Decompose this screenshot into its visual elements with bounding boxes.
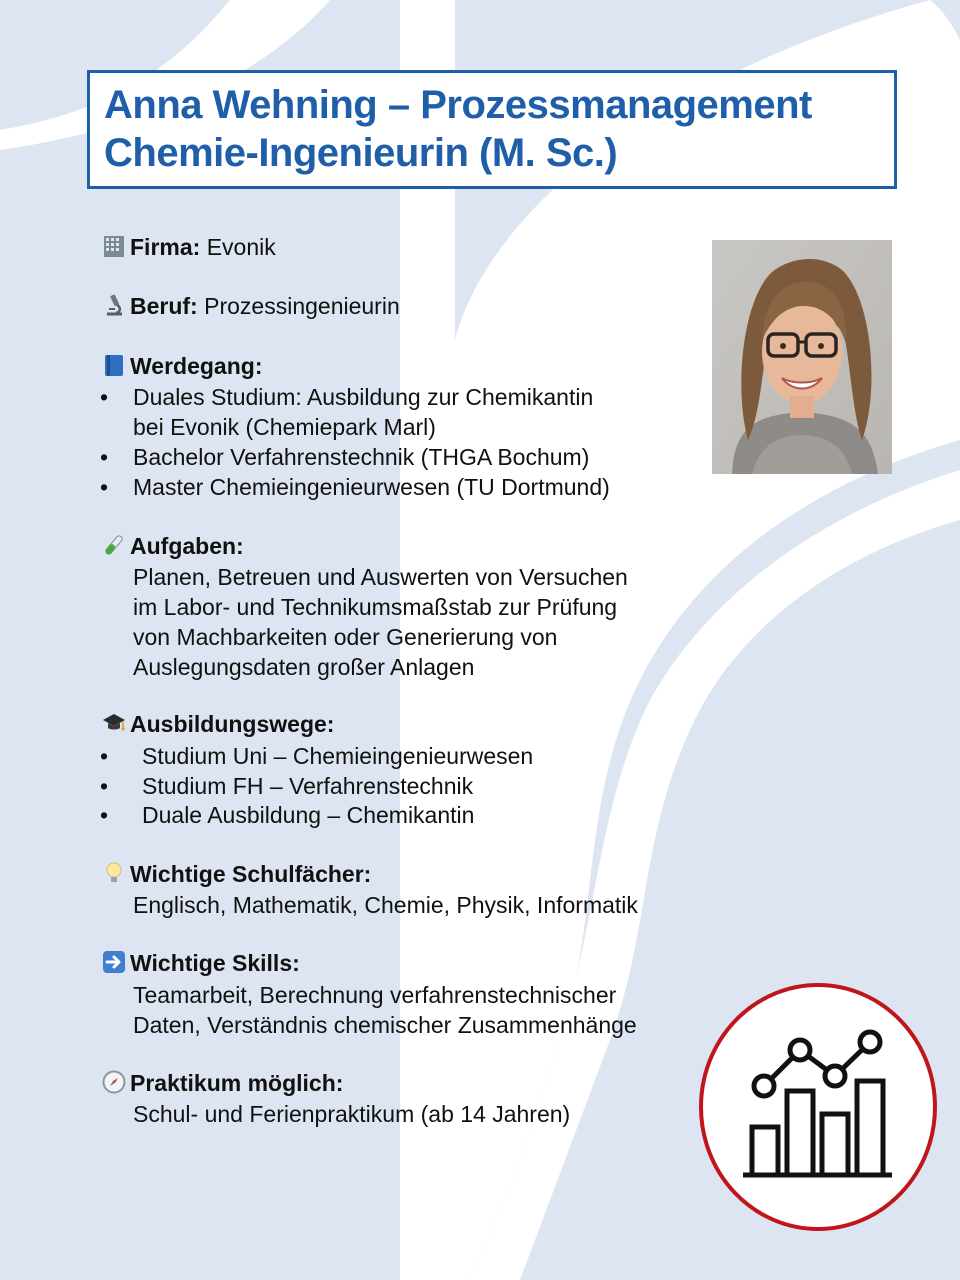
light-bulb-icon xyxy=(102,861,126,885)
ausbildungswege-label: Ausbildungswege: xyxy=(130,711,335,737)
beruf-row xyxy=(102,291,400,321)
beruf-value: Prozessingenieurin xyxy=(204,293,400,319)
werdegang-item-3: Master Chemieingenieurwesen (TU Dortmund) xyxy=(133,474,610,500)
bullet-marker: • xyxy=(100,743,109,769)
ausbildungsweg-item-1: Studium Uni – Chemieingenieurwesen xyxy=(142,743,534,769)
page-title-profession: Chemie-Ingenieurin (M. Sc.) xyxy=(104,131,618,175)
praktikum-label: Praktikum möglich: xyxy=(130,1070,344,1096)
ausbildungsweg-item-2: Studium FH – Verfahrenstechnik xyxy=(142,773,474,799)
title-box xyxy=(87,70,897,189)
compass-icon xyxy=(102,1070,126,1094)
page-title-name: Anna Wehning – Prozessmanagement xyxy=(104,83,812,127)
werdegang-item-2: Bachelor Verfahrenstechnik (THGA Bochum) xyxy=(133,444,590,470)
bullet-marker: • xyxy=(100,773,109,799)
skills-label: Wichtige Skills: xyxy=(130,950,300,976)
werdegang-item-1-line-1: Duales Studium: Ausbildung zur Chemikantin xyxy=(133,384,594,410)
test-tube-icon xyxy=(102,533,126,557)
bullet-marker: • xyxy=(100,444,109,470)
skills-line-2: Daten, Verständnis chemischer Zusammenhänge xyxy=(133,1012,637,1038)
aufgaben-line-1: Planen, Betreuen und Auswerten von Versuchen xyxy=(133,564,628,590)
bullet-marker: • xyxy=(100,474,109,500)
bullet-marker: • xyxy=(100,384,109,410)
bar-line-chart-icon xyxy=(698,982,938,1232)
arrow-right-icon xyxy=(102,950,126,974)
schulfaecher-heading xyxy=(102,859,371,889)
firma-label: Firma: xyxy=(130,234,201,260)
bullet-marker: • xyxy=(100,802,109,828)
werdegang-label: Werdegang: xyxy=(130,353,263,379)
office-building-icon xyxy=(102,234,126,258)
werdegang-heading xyxy=(102,351,262,381)
book-icon xyxy=(102,353,126,377)
portrait-photo xyxy=(712,240,892,474)
ausbildungswege-heading xyxy=(102,709,334,739)
firma-value: Evonik xyxy=(206,234,276,260)
firma-row xyxy=(102,232,276,262)
praktikum-line-1: Schul- und Ferienpraktikum (ab 14 Jahren) xyxy=(133,1101,571,1127)
aufgaben-line-3: von Machbarkeiten oder Generierung von xyxy=(133,624,558,650)
beruf-label: Beruf: xyxy=(130,293,198,319)
skills-heading xyxy=(102,948,300,978)
praktikum-heading xyxy=(102,1068,343,1098)
werdegang-item-1-line-2: bei Evonik (Chemiepark Marl) xyxy=(133,414,436,440)
schulfaecher-label: Wichtige Schulfächer: xyxy=(130,861,372,887)
aufgaben-heading xyxy=(102,531,244,561)
aufgaben-line-2: im Labor- und Technikumsmaßstab zur Prüfung xyxy=(133,594,618,620)
aufgaben-line-4: Auslegungsdaten großer Anlagen xyxy=(133,654,475,680)
graduation-cap-icon xyxy=(102,711,126,735)
ausbildungsweg-item-3: Duale Ausbildung – Chemikantin xyxy=(142,802,475,828)
skills-line-1: Teamarbeit, Berechnung verfahrenstechnischer xyxy=(133,982,617,1008)
schulfaecher-line-1: Englisch, Mathematik, Chemie, Physik, Informatik xyxy=(133,892,638,918)
aufgaben-label: Aufgaben: xyxy=(130,533,244,559)
microscope-icon xyxy=(102,293,126,317)
